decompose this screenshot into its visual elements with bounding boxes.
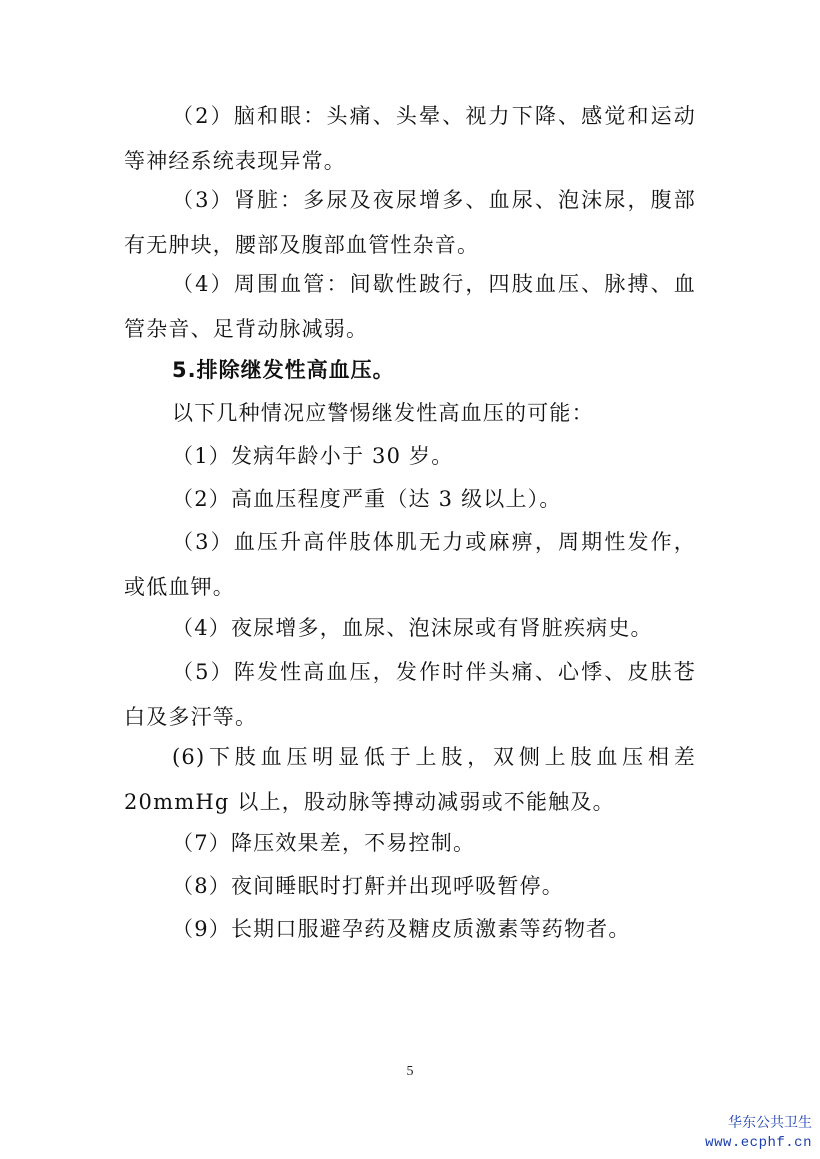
paragraph-brain-eye: （2）脑和眼：头痛、头晕、视力下降、感觉和运动等神经系统表现异常。 bbox=[124, 104, 696, 173]
list-item-1: （1）发病年龄小于 30 岁。 bbox=[172, 444, 454, 468]
paragraph-kidney: （3）肾脏：多尿及夜尿增多、血尿、泡沫尿，腹部有无肿块，腰部及腹部血管性杂音。 bbox=[124, 188, 696, 257]
watermark-url: www.ecphf.cn bbox=[705, 1135, 812, 1151]
watermark bbox=[705, 1113, 812, 1153]
section-heading-5: 5.排除继发性高血压。 bbox=[172, 358, 395, 382]
list-item-2: （2）高血压程度严重（达 3 级以上）。 bbox=[172, 487, 562, 511]
paragraph-peripheral-vessels: （4）周围血管：间歇性跛行，四肢血压、脉搏、血管杂音、足背动脉减弱。 bbox=[124, 272, 696, 341]
list-item-6: (6)下肢血压明显低于上肢，双侧上肢血压相差 20mmHg 以上，股动脉等搏动减弱或不能触及。 bbox=[124, 745, 696, 814]
paragraph-intro-secondary: 以下几种情况应警惕继发性高血压的可能： bbox=[172, 401, 594, 425]
watermark-name: 华东公共卫生 bbox=[728, 1115, 812, 1131]
list-item-4: （4）夜尿增多，血尿、泡沫尿或有肾脏疾病史。 bbox=[172, 616, 653, 640]
list-item-3: （3）血压升高伴肢体肌无力或麻痹，周期性发作，或低血钾。 bbox=[124, 530, 696, 599]
list-item-9: （9）长期口服避孕药及糖皮质激素等药物者。 bbox=[172, 917, 631, 941]
page-number: 5 bbox=[406, 1064, 414, 1079]
list-item-8: （8）夜间睡眠时打鼾并出现呼吸暂停。 bbox=[172, 874, 564, 898]
list-item-5: （5）阵发性高血压，发作时伴头痛、心悸、皮肤苍白及多汗等。 bbox=[124, 660, 696, 729]
list-item-7: （7）降压效果差，不易控制。 bbox=[172, 831, 476, 855]
